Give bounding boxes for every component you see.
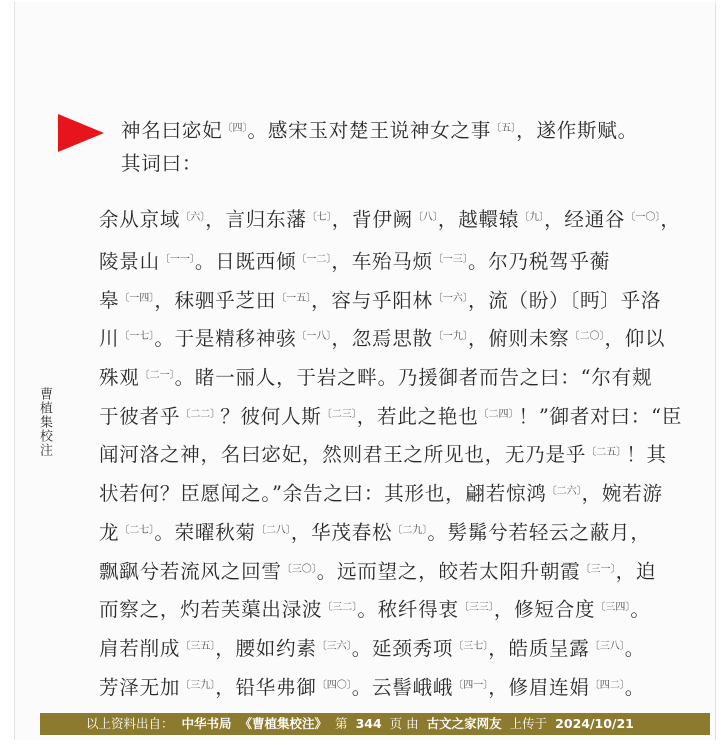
text-line xyxy=(99,479,663,507)
red-arrow-marker xyxy=(58,114,104,152)
text-line xyxy=(99,595,651,623)
footnote-marker: 〔三七〕 xyxy=(453,641,489,652)
text-line xyxy=(99,363,652,391)
footnote-marker: 〔一三〕 xyxy=(432,254,468,265)
footnote-marker: 〔四〇〕 xyxy=(316,680,352,691)
footnote-marker: 〔一〇〕 xyxy=(625,212,661,223)
text-line xyxy=(99,247,610,275)
text-segment: 。云髻峨峨 xyxy=(351,676,454,699)
text-segment: 其词曰： xyxy=(121,152,203,175)
text-segment: 。于是精移神骇 xyxy=(154,327,297,350)
footer-uploader: 古文之家网友 xyxy=(426,716,502,731)
text-segment: 芳泽无加 xyxy=(99,676,181,699)
footnote-marker: 〔一四〕 xyxy=(119,293,155,304)
text-segment: ，言归东藩 xyxy=(205,208,307,231)
footnote-marker: 〔一六〕 xyxy=(432,293,468,304)
text-segment: 余从京域 xyxy=(99,208,181,231)
footer-date: 2024/10/21 xyxy=(555,716,634,731)
text-segment: ？彼何人斯 xyxy=(220,405,322,428)
footnote-marker: 〔一八〕 xyxy=(296,331,332,342)
text-segment: 川 xyxy=(99,327,120,350)
text-segment: 。秾纤得衷 xyxy=(357,598,459,621)
footnote-marker: 〔三五〕 xyxy=(180,641,216,652)
text-segment: 殊观 xyxy=(99,366,140,389)
text-segment: ，车殆马烦 xyxy=(331,250,433,273)
footnote-marker: 〔九〕 xyxy=(519,212,545,223)
footnote-marker: 〔二二〕 xyxy=(180,409,221,420)
footnote-marker: 〔二〇〕 xyxy=(569,331,605,342)
footer-page-suffix: 页 由 xyxy=(389,716,419,731)
footer-page-number: 344 xyxy=(355,716,382,731)
text-segment: ，俯则未察 xyxy=(467,327,570,350)
footnote-marker: 〔二四〕 xyxy=(478,409,519,420)
text-segment: ，修眉连娟 xyxy=(488,676,590,699)
text-segment: 。远而望之，皎若太阳升朝霞 xyxy=(316,560,581,583)
footnote-marker: 〔三〇〕 xyxy=(281,564,317,575)
text-segment: ，铅华弗御 xyxy=(215,676,317,699)
text-segment: 飘飖兮若流风之回雪 xyxy=(99,560,282,583)
footer-publisher: 中华书局 xyxy=(181,716,232,731)
text-segment: ，秣驷乎芝田 xyxy=(154,289,277,312)
footnote-marker: 〔一一〕 xyxy=(159,254,195,265)
footnote-marker: 〔三一〕 xyxy=(580,564,616,575)
footer-book-title: 《曹植集校注》 xyxy=(239,716,328,731)
footnote-marker: 〔三二〕 xyxy=(322,602,358,613)
footnote-marker: 〔三六〕 xyxy=(316,641,352,652)
text-segment: ，迫 xyxy=(615,560,657,583)
footnote-marker: 〔三九〕 xyxy=(180,680,216,691)
footer-page-prefix: 第 xyxy=(335,716,348,731)
footnote-marker: 〔二八〕 xyxy=(255,525,291,536)
text-segment: ，腰如约素 xyxy=(215,637,317,660)
text-segment: ，经通谷 xyxy=(544,208,626,231)
text-segment: ，修短合度 xyxy=(493,598,596,621)
footnote-marker: 〔二七〕 xyxy=(119,525,155,536)
footnote-marker: 〔三三〕 xyxy=(458,602,494,613)
text-segment: ，容与乎阳林 xyxy=(311,289,433,312)
text-line xyxy=(99,440,667,468)
text-segment: ，忽焉思散 xyxy=(331,327,433,350)
footnote-marker: 〔五〕 xyxy=(491,123,517,134)
footer-upload-label: 上传于 xyxy=(509,716,548,731)
text-segment: ，流（盼）〔眄〕乎洛 xyxy=(467,289,662,312)
text-line xyxy=(99,518,651,546)
footnote-marker: 〔四〕 xyxy=(222,123,248,134)
text-segment: ，皓质呈露 xyxy=(488,637,590,660)
text-segment: ！其 xyxy=(626,443,667,466)
text-segment: ， xyxy=(660,208,681,231)
text-line xyxy=(121,151,202,177)
text-segment: 。尔乃税驾乎蘅 xyxy=(467,250,611,273)
text-segment: ，婉若游 xyxy=(581,482,663,505)
footnote-marker: 〔八〕 xyxy=(412,212,438,223)
footnote-marker: 〔二五〕 xyxy=(586,447,627,458)
text-line xyxy=(99,205,681,233)
text-segment: 肩若削成 xyxy=(99,637,181,660)
footnote-marker: 〔一九〕 xyxy=(432,331,468,342)
text-segment: ，背伊阙 xyxy=(331,208,413,231)
text-segment: ，若此之艳也 xyxy=(356,405,479,428)
text-line xyxy=(99,286,661,314)
footnote-marker: 〔六〕 xyxy=(180,212,206,223)
text-segment: 于彼者乎 xyxy=(99,405,181,428)
footnote-marker: 〔二三〕 xyxy=(321,409,357,420)
text-line xyxy=(99,402,682,430)
footnote-marker: 〔七〕 xyxy=(306,212,332,223)
text-line xyxy=(99,673,645,701)
footnote-marker: 〔二六〕 xyxy=(546,486,582,497)
text-segment: 而察之，灼若芙蕖出渌波 xyxy=(99,598,323,621)
footnote-marker: 〔三四〕 xyxy=(595,602,631,613)
text-segment: 。荣曜秋菊 xyxy=(154,521,256,544)
text-segment: ，仰以 xyxy=(604,327,666,350)
footnote-marker: 〔三八〕 xyxy=(589,641,625,652)
side-book-title: 曹植集校注 xyxy=(37,387,52,457)
text-segment: 。延颈秀项 xyxy=(351,637,454,660)
text-line xyxy=(99,634,645,662)
text-segment: 。睹一丽人，于岩之畔。乃援御者而告之曰：“尔有觌 xyxy=(174,366,653,389)
text-segment: 。 xyxy=(624,637,646,660)
text-segment: 。感宋玉对楚王说神女之事 xyxy=(247,119,492,142)
footnote-marker: 〔四一〕 xyxy=(453,680,489,691)
text-segment: 。日既西倾 xyxy=(194,250,297,273)
text-line xyxy=(121,116,638,144)
footnote-marker: 〔四二〕 xyxy=(589,680,625,691)
text-segment: 。髣髴兮若轻云之蔽月， xyxy=(427,521,651,544)
text-segment: 神名曰宓妃 xyxy=(121,119,223,142)
footnote-marker: 〔二九〕 xyxy=(392,525,428,536)
text-line xyxy=(99,324,665,352)
text-segment: ，遂作斯赋。 xyxy=(516,119,638,142)
footer-source-label: 以上资料出自： xyxy=(86,716,174,731)
text-segment: 皋 xyxy=(99,289,120,312)
text-line xyxy=(99,557,656,585)
text-segment: 。 xyxy=(624,676,646,699)
text-segment: 陵景山 xyxy=(99,250,160,273)
text-segment: 状若何？臣愿闻之。”余告之曰：其形也，翩若惊鸿 xyxy=(99,482,547,505)
text-segment: ！”御者对曰：“臣 xyxy=(518,405,683,428)
text-segment: 闻河洛之神，名曰宓妃，然则君王之所见也，无乃是乎 xyxy=(99,443,587,466)
footnote-marker: 〔二一〕 xyxy=(139,370,175,381)
text-segment: ，越轘辕 xyxy=(437,208,520,231)
text-segment: 。 xyxy=(630,598,651,621)
text-segment: 龙 xyxy=(99,521,120,544)
footnote-marker: 〔一七〕 xyxy=(119,331,155,342)
footnote-marker: 〔一五〕 xyxy=(276,293,312,304)
footnote-marker: 〔一二〕 xyxy=(296,254,332,265)
text-segment: ，华茂春松 xyxy=(290,521,393,544)
footer-source-bar xyxy=(40,713,710,735)
